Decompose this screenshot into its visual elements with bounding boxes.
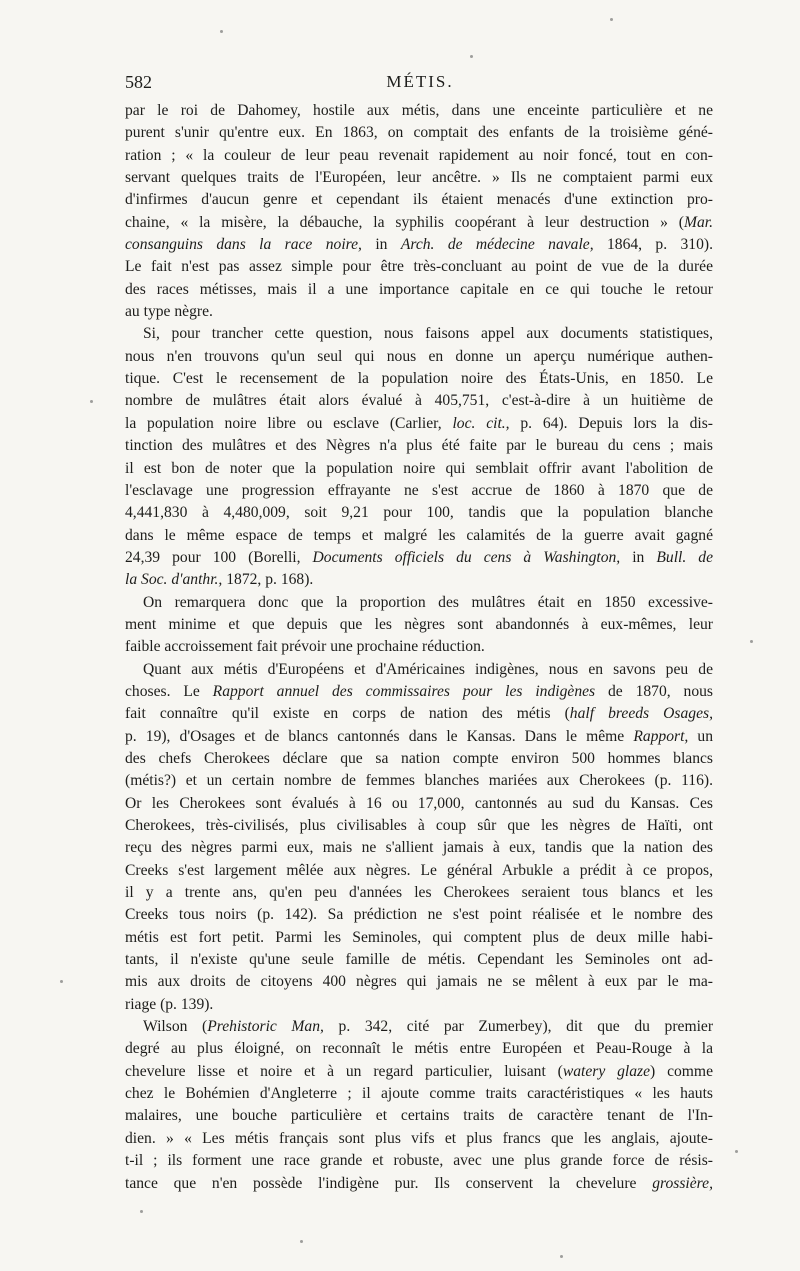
text-line — [125, 949, 713, 971]
text-line — [125, 346, 713, 368]
text-line — [125, 100, 713, 122]
text-segment: chez le Bohémien d'Angleterre ; il ajoute comme traits caractéristiques « les hauts — [125, 1085, 713, 1103]
text-segment: la population noire libre ou esclave (Carlier, — [125, 414, 453, 432]
italic-text: Documents officiels du cens à Washington, — [312, 548, 621, 566]
text-line — [125, 1128, 713, 1150]
text-segment: ration ; « la couleur de leur peau revenait rapidement au noir foncé, tout en con- — [125, 146, 713, 164]
text-line — [125, 569, 713, 591]
text-segment: de 1870, nous — [595, 682, 713, 700]
text-segment: mis aux droits de citoyens 400 nègres qui jamais ne se mêlent à eux par le ma- — [125, 973, 713, 991]
paper-speck — [300, 1240, 303, 1243]
text-segment: Creeks tous noirs (p. 142). Sa prédiction ne s'est point réalisée et le nombre des — [125, 906, 713, 924]
text-line — [125, 971, 713, 993]
text-segment: ment minime et que depuis que les nègres sont abandonnés à eux-mêmes, leur — [125, 615, 713, 633]
paper-speck — [750, 640, 753, 643]
text-line — [125, 390, 713, 412]
text-line — [125, 837, 713, 859]
text-segment: degré au plus éloigné, on reconnaît le métis entre Européen et Peau-Rouge à la — [125, 1040, 713, 1058]
text-segment: Cherokees, très-civilisés, plus civilisables à coup sûr que les nègres de Haïti, ont — [125, 817, 713, 834]
text-line — [125, 256, 713, 278]
text-line — [125, 994, 713, 1016]
text-line — [125, 167, 713, 189]
text-line — [125, 1016, 713, 1038]
text-line — [125, 1173, 713, 1195]
italic-text: half breeds Osages, — [569, 705, 713, 723]
paper-speck — [140, 1210, 143, 1213]
text-segment: nombre de mulâtres était alors évalué à 405,751, c'est-à-dire à un huitième de — [125, 392, 713, 410]
italic-text: watery glaze — [562, 1062, 651, 1080]
text-line — [125, 1105, 713, 1127]
text-segment: des chefs Cherokees déclare que sa nation compte environ 500 hommes blancs — [125, 749, 713, 767]
text-line — [125, 234, 713, 256]
text-segment: riage (p. 139). — [125, 995, 214, 1013]
text-line — [125, 413, 713, 435]
text-line — [125, 1038, 713, 1060]
italic-text: Arch. de médecine navale, — [400, 236, 594, 254]
text-segment: chevelure lisse et noire et à un regard particulier, luisant ( — [125, 1062, 563, 1080]
text-segment: t-il ; ils forment une race grande et robuste, avec une plus grande force de résis- — [125, 1152, 713, 1170]
text-segment: choses. Le — [125, 682, 213, 700]
text-segment: purent s'unir qu'entre eux. En 1863, on comptait des enfants de la troisième géné- — [125, 124, 713, 142]
text-line — [125, 681, 713, 703]
text-segment: Creeks s'est largement mêlée aux nègres. Le général Arbukle a prédit à ce propos, — [125, 861, 713, 879]
text-line — [125, 145, 713, 167]
text-segment: dien. » « Les métis français sont plus vifs et plus francs que les anglais, ajoute- — [125, 1129, 713, 1147]
italic-text: Mar. — [683, 213, 713, 231]
paper-speck — [560, 1255, 563, 1258]
text-line — [125, 636, 713, 658]
text-segment: Wilson ( — [143, 1018, 208, 1036]
text-segment: faible accroissement fait prévoir une prochaine réduction. — [125, 638, 485, 656]
text-line — [125, 1061, 713, 1083]
text-segment: métis est fort petit. Parmi les Seminoles, qui comptent plus de deux mille habi- — [125, 928, 713, 946]
text-segment: p. 19), d'Osages et de blancs cantonnés dans le Kansas. Dans le même — [125, 727, 634, 745]
italic-text: Prehistoric Man, — [207, 1018, 324, 1036]
text-segment: l'esclavage une progression effrayante ne s'est accrue de 1860 à 1870 que de — [125, 481, 713, 499]
text-line — [125, 770, 713, 792]
text-segment: 1864, p. 310). — [593, 236, 713, 254]
paper-speck — [610, 18, 613, 21]
italic-text: la Soc. d'anthr., — [125, 571, 223, 589]
text-segment: tance que n'en possède l'indigène pur. Ils conservent la chevelure — [125, 1174, 653, 1192]
body-text — [125, 100, 713, 1195]
text-segment: d'infirmes d'aucun genre et cependant ils étaient menacés d'une extinction pro- — [125, 191, 713, 209]
text-line — [125, 793, 713, 815]
text-segment: au type nègre. — [125, 303, 213, 321]
text-segment: Si, pour trancher cette question, nous faisons appel aux documents statistiques, — [143, 325, 713, 343]
text-line — [125, 458, 713, 480]
text-segment: nous n'en trouvons qu'un seul qui nous en donne un aperçu numérique authen- — [125, 347, 713, 365]
italic-text: grossière, — [652, 1174, 713, 1192]
text-line — [125, 279, 713, 301]
text-line — [125, 547, 713, 569]
page-number: 582 — [125, 72, 152, 92]
text-line — [125, 525, 713, 547]
text-segment: servant quelques traits de l'Européen, leur ancêtre. » Ils ne comptaient parmi eux — [125, 169, 713, 187]
text-segment: Or les Cherokees sont évalués à 16 ou 17,000, cantonnés au sud du Kansas. Ces — [125, 794, 713, 812]
text-line — [125, 301, 713, 323]
text-segment: tants, il n'existe qu'une seule famille de métis. Cependant les Seminoles ont ad- — [125, 951, 713, 969]
text-segment: il y a trente ans, qu'en peu d'années les Cherokees seraient tous blancs et les — [125, 884, 713, 902]
text-segment: malaires, une bouche particulière et certains traits de caractère tenant de l'In- — [125, 1107, 713, 1125]
italic-text: loc. cit., — [452, 414, 510, 432]
paper-speck — [220, 30, 223, 33]
italic-text: Rapport, — [633, 727, 689, 745]
running-title: MÉTIS. — [386, 72, 454, 91]
text-segment: 24,39 pour 100 (Borelli, — [125, 548, 313, 566]
text-segment: in — [620, 548, 657, 566]
text-line — [125, 435, 713, 457]
text-segment: p. 342, cité par Zumerbey), dit que du premier — [323, 1018, 713, 1036]
text-line — [125, 480, 713, 502]
text-segment: tique. C'est le recensement de la population noire des États-Unis, en 1850. Le — [125, 370, 713, 388]
text-line — [125, 614, 713, 636]
paper-speck — [470, 55, 473, 58]
text-line — [125, 502, 713, 524]
text-segment: (métis?) et un certain nombre de femmes blanches mariées aux Cherokees (p. 116). — [125, 772, 713, 790]
text-segment: 4,441,830 à 4,480,009, soit 9,21 pour 100, tandis que la population blanche — [125, 504, 713, 522]
text-line — [125, 860, 713, 882]
text-segment: un — [688, 727, 713, 745]
text-segment: ) comme — [650, 1062, 713, 1080]
text-segment: reçu des nègres parmi eux, mais ne s'allient jamais à eux, tandis que la nation des — [125, 839, 713, 857]
text-segment: par le roi de Dahomey, hostile aux métis, dans une enceinte particulière et ne — [125, 102, 713, 119]
italic-text: Bull. de — [656, 548, 713, 566]
text-line — [125, 927, 713, 949]
text-segment: Quant aux métis d'Européens et d'Américaines indigènes, nous en savons peu de — [143, 660, 713, 678]
italic-text: Rapport annuel des commissaires pour les indigènes — [212, 682, 596, 700]
paper-speck — [735, 1150, 738, 1153]
text-segment: fait connaître qu'il existe en corps de nation des métis ( — [125, 705, 570, 723]
text-line — [125, 122, 713, 144]
text-line — [125, 212, 713, 234]
text-line — [125, 748, 713, 770]
text-segment: p. 64). Depuis lors la dis- — [509, 414, 713, 432]
text-line — [125, 1150, 713, 1172]
text-line — [125, 726, 713, 748]
text-line — [125, 592, 713, 614]
paper-speck — [90, 400, 93, 403]
text-segment: 1872, p. 168). — [222, 571, 314, 589]
text-line — [125, 368, 713, 390]
text-line — [125, 1083, 713, 1105]
text-segment: On remarquera donc que la proportion des mulâtres était en 1850 excessive- — [143, 593, 713, 611]
text-segment: tinction des mulâtres et des Nègres n'a plus été faite par le bureau du cens ; mais — [125, 437, 713, 455]
text-segment: in — [361, 236, 401, 254]
text-line — [125, 882, 713, 904]
running-head — [125, 72, 715, 94]
text-line — [125, 703, 713, 725]
italic-text: consanguins dans la race noire, — [125, 236, 362, 254]
text-segment: Le fait n'est pas assez simple pour être très-concluant au point de vue de la durée — [125, 258, 713, 276]
text-segment: dans le même espace de temps et malgré les calamités de la guerre avait gagné — [125, 526, 713, 544]
text-segment: des races métisses, mais il a une importance capitale en ce qui touche le retour — [125, 280, 713, 298]
text-line — [125, 659, 713, 681]
text-segment: chaine, « la misère, la débauche, la syphilis coopérant à leur destruction » ( — [125, 213, 684, 231]
text-line — [125, 323, 713, 345]
text-line — [125, 189, 713, 211]
paper-speck — [60, 980, 63, 983]
text-line — [125, 904, 713, 926]
text-segment: il est bon de noter que la population noire qui semblait offrir avant l'abolition de — [125, 459, 713, 477]
text-line — [125, 815, 713, 837]
